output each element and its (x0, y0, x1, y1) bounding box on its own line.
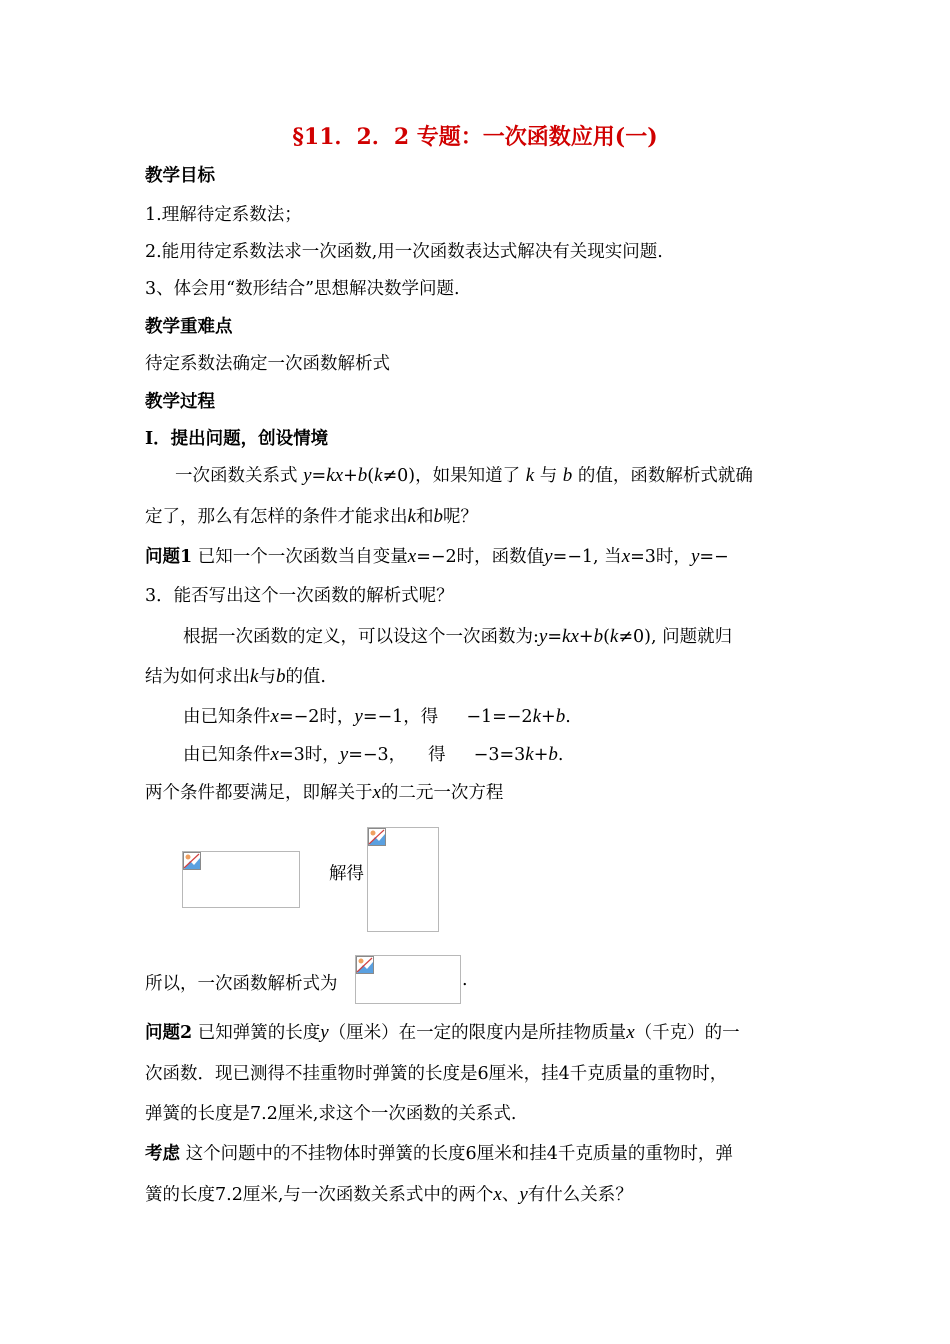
solution-values-image (367, 827, 439, 932)
question-1-line-2: 3．能否写出这个一次函数的解析式呢？ (145, 586, 454, 606)
intro-line-2: 定了，那么有怎样的条件才能求出k和b呢？ (145, 506, 478, 527)
equation-system-image (182, 851, 300, 908)
result-period: . (462, 970, 468, 990)
both-conditions: 两个条件都要满足，即解关于x的二元一次方程 (145, 782, 504, 803)
key-points-text: 待定系数法确定一次函数解析式 (145, 354, 390, 374)
question-2-line-3: 弹簧的长度是7.2厘米,求这个一次函数的关系式. (145, 1104, 517, 1124)
goal-item-2: 2.能用待定系数法求一次函数,用一次函数表达式解决有关现实问题. (145, 242, 663, 262)
consider-label: 考虑 (145, 1144, 180, 1164)
question-2-label: 问题2 (145, 1023, 193, 1043)
result-label: 所以，一次函数解析式为 (145, 974, 338, 994)
key-points-heading: 教学重难点 (145, 317, 233, 337)
condition-1: 由已知条件x=−2时，y=−1，得 −1=−2k+b. (183, 706, 571, 727)
broken-image-icon (183, 852, 201, 870)
question-1-line-1: 问题1 已知一个一次函数当自变量x=−2时，函数值y=−1, 当x=3时，y=− (145, 546, 729, 567)
goals-heading: 教学目标 (145, 166, 215, 186)
question-2-line-2: 次函数．现已测得不挂重物时弹簧的长度是6厘米，挂4千克质量的重物时， (145, 1064, 728, 1084)
goal-item-1: 1.理解待定系数法； (145, 205, 302, 225)
consider-line-2: 簧的长度7.2厘米,与一次函数关系式中的两个x、y有什么关系？ (145, 1184, 633, 1205)
solution-line-2: 结为如何求出k与b的值. (145, 666, 327, 687)
consider-line-1: 考虑 这个问题中的不挂物体时弹簧的长度6厘米和挂4千克质量的重物时，弹 (145, 1144, 733, 1164)
goal-item-3: 3、体会用“数形结合”思想解决数学问题. (145, 279, 460, 299)
section-1-heading: Ⅰ．提出问题，创设情境 (145, 429, 329, 449)
process-heading: 教学过程 (145, 392, 215, 412)
question-1-label: 问题1 (145, 547, 193, 567)
condition-2: 由已知条件x=3时，y=−3， 得 −3=3k+b. (183, 744, 564, 765)
broken-image-icon (368, 828, 386, 846)
broken-image-icon (356, 956, 374, 974)
intro-line-1: 一次函数关系式 y=kx+b(k≠0)，如果知道了 k 与 b 的值，函数解析式就确 (175, 465, 753, 486)
function-result-image (355, 955, 461, 1004)
question-2-line-1: 问题2 已知弹簧的长度y（厘米）在一定的限度内是所挂物质量x（千克）的一 (145, 1022, 740, 1043)
page-title: §11．2．2 专题：一次函数应用(一) (292, 124, 658, 150)
solve-label: 解得 (329, 864, 364, 884)
solution-line-1: 根据一次函数的定义，可以设这个一次函数为:y=kx+b(k≠0), 问题就归 (183, 626, 733, 647)
